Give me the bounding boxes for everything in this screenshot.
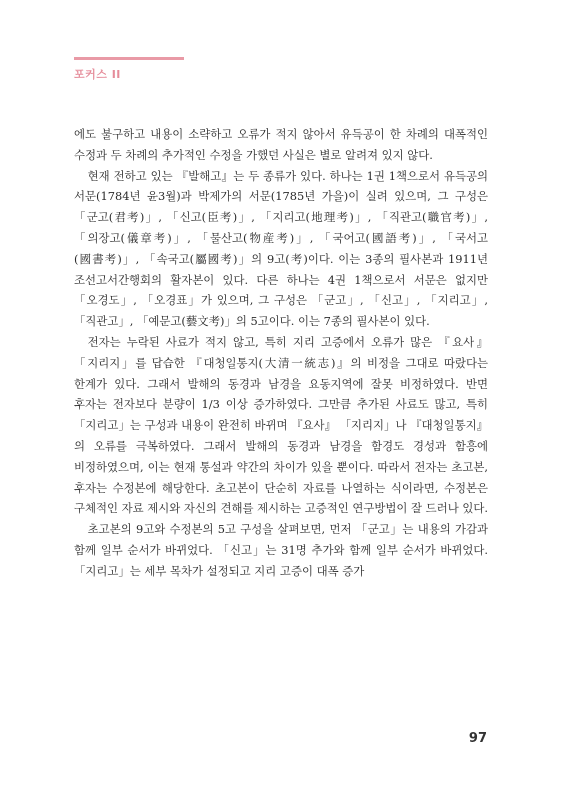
- paragraph-editions: 현재 전하고 있는 『발해고』는 두 종류가 있다. 하나는 1권 1책으로서 유득공의 서문(1784년 윤3월)과 박제가의 서문(1785년 가을)이 실려 있으며, 그 구성은 「군고(君考)」, 「신고(臣考)」, 「지리고(地理考)」, 「직관고(職官考)」, 「의장고(儀章考)」, 「물산고(物産考)」, 「국어고(國語考)」, 「국서고(國書考)」, 「속국고(屬國考)」의 9고(考)이다. 이는 3종의 필사본과 1911년 조선고서간행회의 활자본이 있다. 다른 하나는 4권 1책으로서 서문은 없지만 「오경도」, 「오경표」가 있으며, 그 구성은 「군고」, 「신고」, 「지리고」, 「직관고」, 「예문고(藝文考)」의 5고이다. 이는 7종의 필사본이 있다.: [74, 168, 488, 329]
- article-body: [74, 124, 488, 582]
- paragraph-structure: 초고본의 9고와 수정본의 5고 구성을 살펴보면, 먼저 「군고」는 내용의 가감과 함께 일부 순서가 바뀌었다. 「신고」는 31명 추가와 함께 일부 순서가 바뀌었다. 「지리고」는 세부 목차가 설정되고 지리 고증이 대폭 증가: [74, 522, 488, 578]
- header-accent-rule: [74, 57, 184, 60]
- paragraph-continuation: 에도 불구하고 내용이 소략하고 오류가 적지 않아서 유득공이 한 차례의 대폭적인 수정과 두 차례의 추가적인 수정을 가했던 사실은 별로 알려져 있지 않다.: [74, 127, 488, 162]
- section-label: 포커스 II: [74, 68, 121, 81]
- paragraph-comparison: 전자는 누락된 사료가 적지 않고, 특히 지리 고증에서 오류가 많은 『요사』 「지리지」를 답습한 『대청일통지(大清一統志)』의 비정을 그대로 따랐다는 한계가 있다. 그래서 발해의 동경과 남경을 요동지역에 잘못 비정하였다. 반면 후자는 전자보다 분량이 1/3 이상 증가하였다. 그만큼 추가된 사료도 많고, 특히 「지리고」는 구성과 내용이 완전히 바뀌며 『요사』 「지리지」나 『대청일통지』의 오류를 극복하였다. 그래서 발해의 동경과 남경을 함경도 경성과 함흥에 비정하였으며, 이는 현재 통설과 약간의 차이가 있을 뿐이다. 따라서 전자는 초고본, 후자는 수정본에 해당한다. 초고본이 단순히 자료를 나열하는 식이라면, 수정본은 구체적인 자료 제시와 자신의 견해를 제시하는 고증적인 연구방법이 잘 드러나 있다.: [74, 334, 488, 516]
- page-number: 97: [468, 731, 487, 746]
